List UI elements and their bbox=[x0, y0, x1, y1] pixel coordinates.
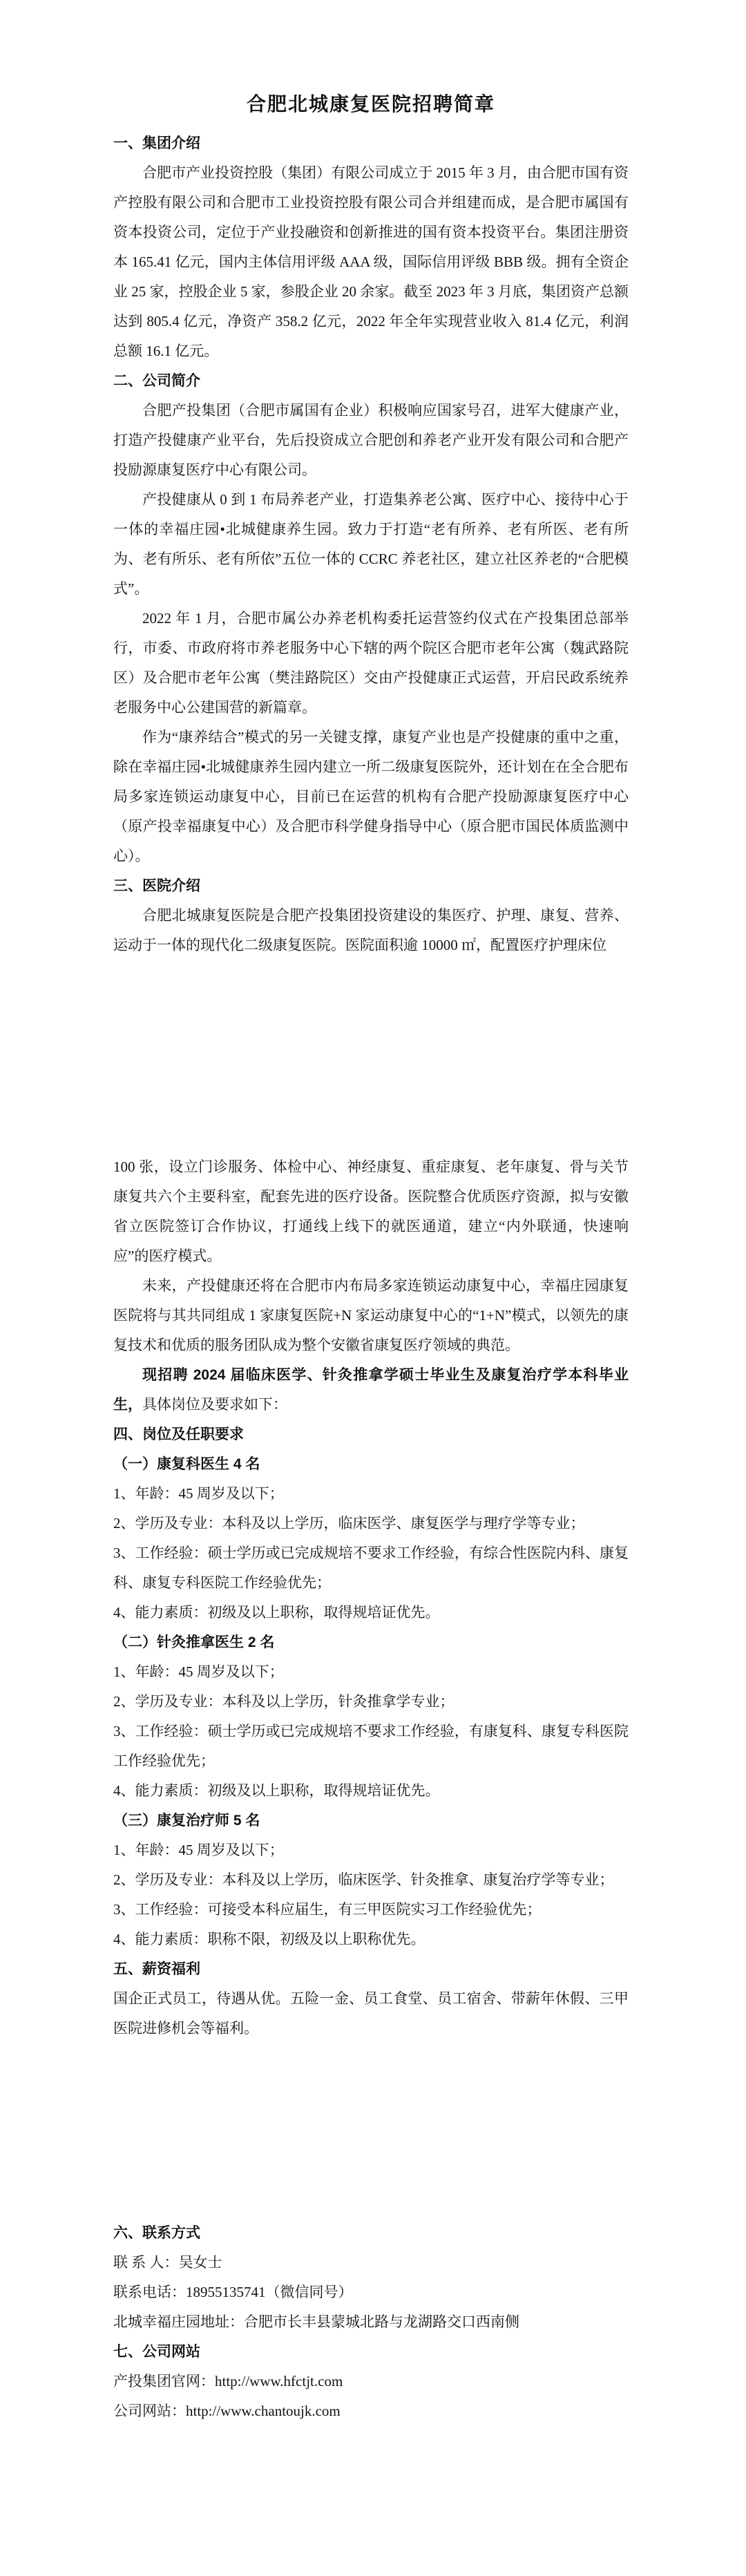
contact-line: 公司网站：http://www.chantoujk.com bbox=[113, 2403, 341, 2419]
paragraph: 合肥市产业投资控股（集团）有限公司成立于 2015 年 3 月，由合肥市国有资产控股有限公司和合肥市工业投资控股有限公司合并组建而成，是合肥市属国有资本投资公司，定位于产业投融资和创新推进的国有资本投资平台。集团注册资本 165.41 亿元，国内主体信用评级 AAA 级，国际信用评级 BBB 级。拥有全资企业 25 家，控股企业 5 家，参股企业 20 余家。截至 2023 年 3 月底，集团资产总额达到 805.4 亿元，净资产 358.2 亿元，2022 年全年实现营业收入 81.4 亿元，利润总额 16.1 亿元。 bbox=[113, 164, 629, 359]
requirement-item: 1、年龄：45 周岁及以下； bbox=[113, 1663, 284, 1680]
paragraph: 作为“康养结合”模式的另一关键支撑，康复产业也是产投健康的重中之重，除在幸福庄园•北城健康养生园内建立一所二级康复医院外，还计划在在全合肥布局多家连锁运动康复中心，目前已在运营的机构有合肥产投励源康复医疗中心（原产投幸福康复中心）及合肥市科学健身指导中心（原合肥市国民体质监测中心）。 bbox=[113, 729, 629, 864]
requirement-item: 2、学历及专业：本科及以上学历，临床医学、康复医学与理疗学等专业； bbox=[113, 1515, 585, 1532]
paragraph: 2022 年 1 月，合肥市属公办养老机构委托运营签约仪式在产投集团总部举行，市委、市政府将市养老服务中心下辖的两个院区合肥市老年公寓（魏武路院区）及合肥市老年公寓（樊洼路院区）交由产投健康正式运营，开启民政系统养老服务中心公建国营的新篇章。 bbox=[113, 610, 629, 716]
paragraph bbox=[113, 1360, 629, 1420]
bold-text-run: 现招聘 2024 届临床医学、针灸推拿学硕士毕业生及康复治疗学本科毕业生， bbox=[113, 1367, 629, 1413]
paragraph: 产投健康从 0 到 1 布局养老产业，打造集养老公寓、医疗中心、接待中心于一体的幸福庄园•北城健康养生园。致力于打造“老有所养、老有所医、老有所为、老有所乐、老有所依”五位一体的 CCRC 养老社区，建立社区养老的“合肥模式”。 bbox=[113, 491, 629, 597]
paragraph-continuation: 国企正式员工，待遇从优。五险一金、员工食堂、员工宿舍、带薪年休假、三甲医院进修机会等福利。 bbox=[113, 1990, 629, 2036]
section-heading: 五、薪资福利 bbox=[113, 1961, 200, 1977]
position-heading: （二）针灸推拿医生 2 名 bbox=[113, 1634, 275, 1650]
contact-line: 联 系 人：吴女士 bbox=[113, 2254, 222, 2271]
page-break-gap bbox=[113, 960, 629, 1152]
requirement-item: 2、学历及专业：本科及以上学历，针灸推拿学专业； bbox=[113, 1693, 455, 1710]
section-heading: 七、公司网站 bbox=[113, 2344, 200, 2360]
requirement-item: 4、能力素质：初级及以上职称，取得规培证优先。 bbox=[113, 1604, 440, 1621]
requirement-item: 1、年龄：45 周岁及以下； bbox=[113, 1842, 284, 1858]
section-heading: 二、公司简介 bbox=[113, 373, 200, 389]
requirement-item: 3、工作经验：硕士学历或已完成规培不要求工作经验，有综合性医院内科、康复科、康复专科医院工作经验优先； bbox=[113, 1545, 629, 1591]
requirement-item: 2、学历及专业：本科及以上学历，临床医学、针灸推拿、康复治疗学等专业； bbox=[113, 1871, 614, 1888]
requirement-item: 4、能力素质：职称不限，初级及以上职称优先。 bbox=[113, 1931, 425, 1947]
requirement-item: 3、工作经验：硕士学历或已完成规培不要求工作经验，有康复科、康复专科医院工作经验优先； bbox=[113, 1723, 629, 1769]
requirement-item: 4、能力素质：初级及以上职称，取得规培证优先。 bbox=[113, 1782, 440, 1799]
section-heading: 一、集团介绍 bbox=[113, 135, 200, 151]
section-heading: 六、联系方式 bbox=[113, 2225, 200, 2241]
paragraph: 合肥产投集团（合肥市属国有企业）积极响应国家号召，进军大健康产业，打造产投健康产业平台，先后投资成立合肥创和养老产业开发有限公司和合肥产投励源康复医疗中心有限公司。 bbox=[113, 402, 629, 478]
contact-line: 产投集团官网：http://www.hfctjt.com bbox=[113, 2373, 343, 2389]
text-run: 具体岗位及要求如下： bbox=[142, 1396, 287, 1413]
section-heading: 四、岗位及任职要求 bbox=[113, 1427, 244, 1442]
paragraph: 未来，产投健康还将在合肥市内布局多家连锁运动康复中心，幸福庄园康复医院将与其共同组成 1 家康复医院+N 家运动康复中心的“1+N”模式，以领先的康复技术和优质的服务团队成为整个安徽省康复医疗领域的典范。 bbox=[113, 1277, 629, 1353]
document-title: 合肥北城康复医院招聘简章 bbox=[246, 93, 495, 115]
position-heading: （三）康复治疗师 5 名 bbox=[113, 1813, 260, 1829]
document-body bbox=[113, 128, 629, 2426]
paragraph: 合肥北城康复医院是合肥产投集团投资建设的集医疗、护理、康复、营养、运动于一体的现代化二级康复医院。医院面积逾 10000 ㎡，配置医疗护理床位 bbox=[113, 907, 629, 953]
paragraph-continuation: 100 张，设立门诊服务、体检中心、神经康复、重症康复、老年康复、骨与关节康复共六个主要科室，配套先进的医疗设备。医院整合优质医疗资源，拟与安徽省立医院签订合作协议，打通线上线下的就医通道，建立“内外联通，快速响应”的医疗模式。 bbox=[113, 1158, 629, 1264]
contact-line: 北城幸福庄园地址：合肥市长丰县蒙城北路与龙湖路交口西南侧 bbox=[113, 2313, 519, 2330]
page-break-gap bbox=[113, 2043, 629, 2218]
requirement-item: 1、年龄：45 周岁及以下； bbox=[113, 1485, 284, 1502]
position-heading: （一）康复科医生 4 名 bbox=[113, 1456, 260, 1472]
requirement-item: 3、工作经验：可接受本科应届生，有三甲医院实习工作经验优先； bbox=[113, 1901, 542, 1918]
section-heading: 三、医院介绍 bbox=[113, 878, 200, 894]
contact-line: 联系电话：18955135741（微信同号） bbox=[113, 2284, 353, 2300]
